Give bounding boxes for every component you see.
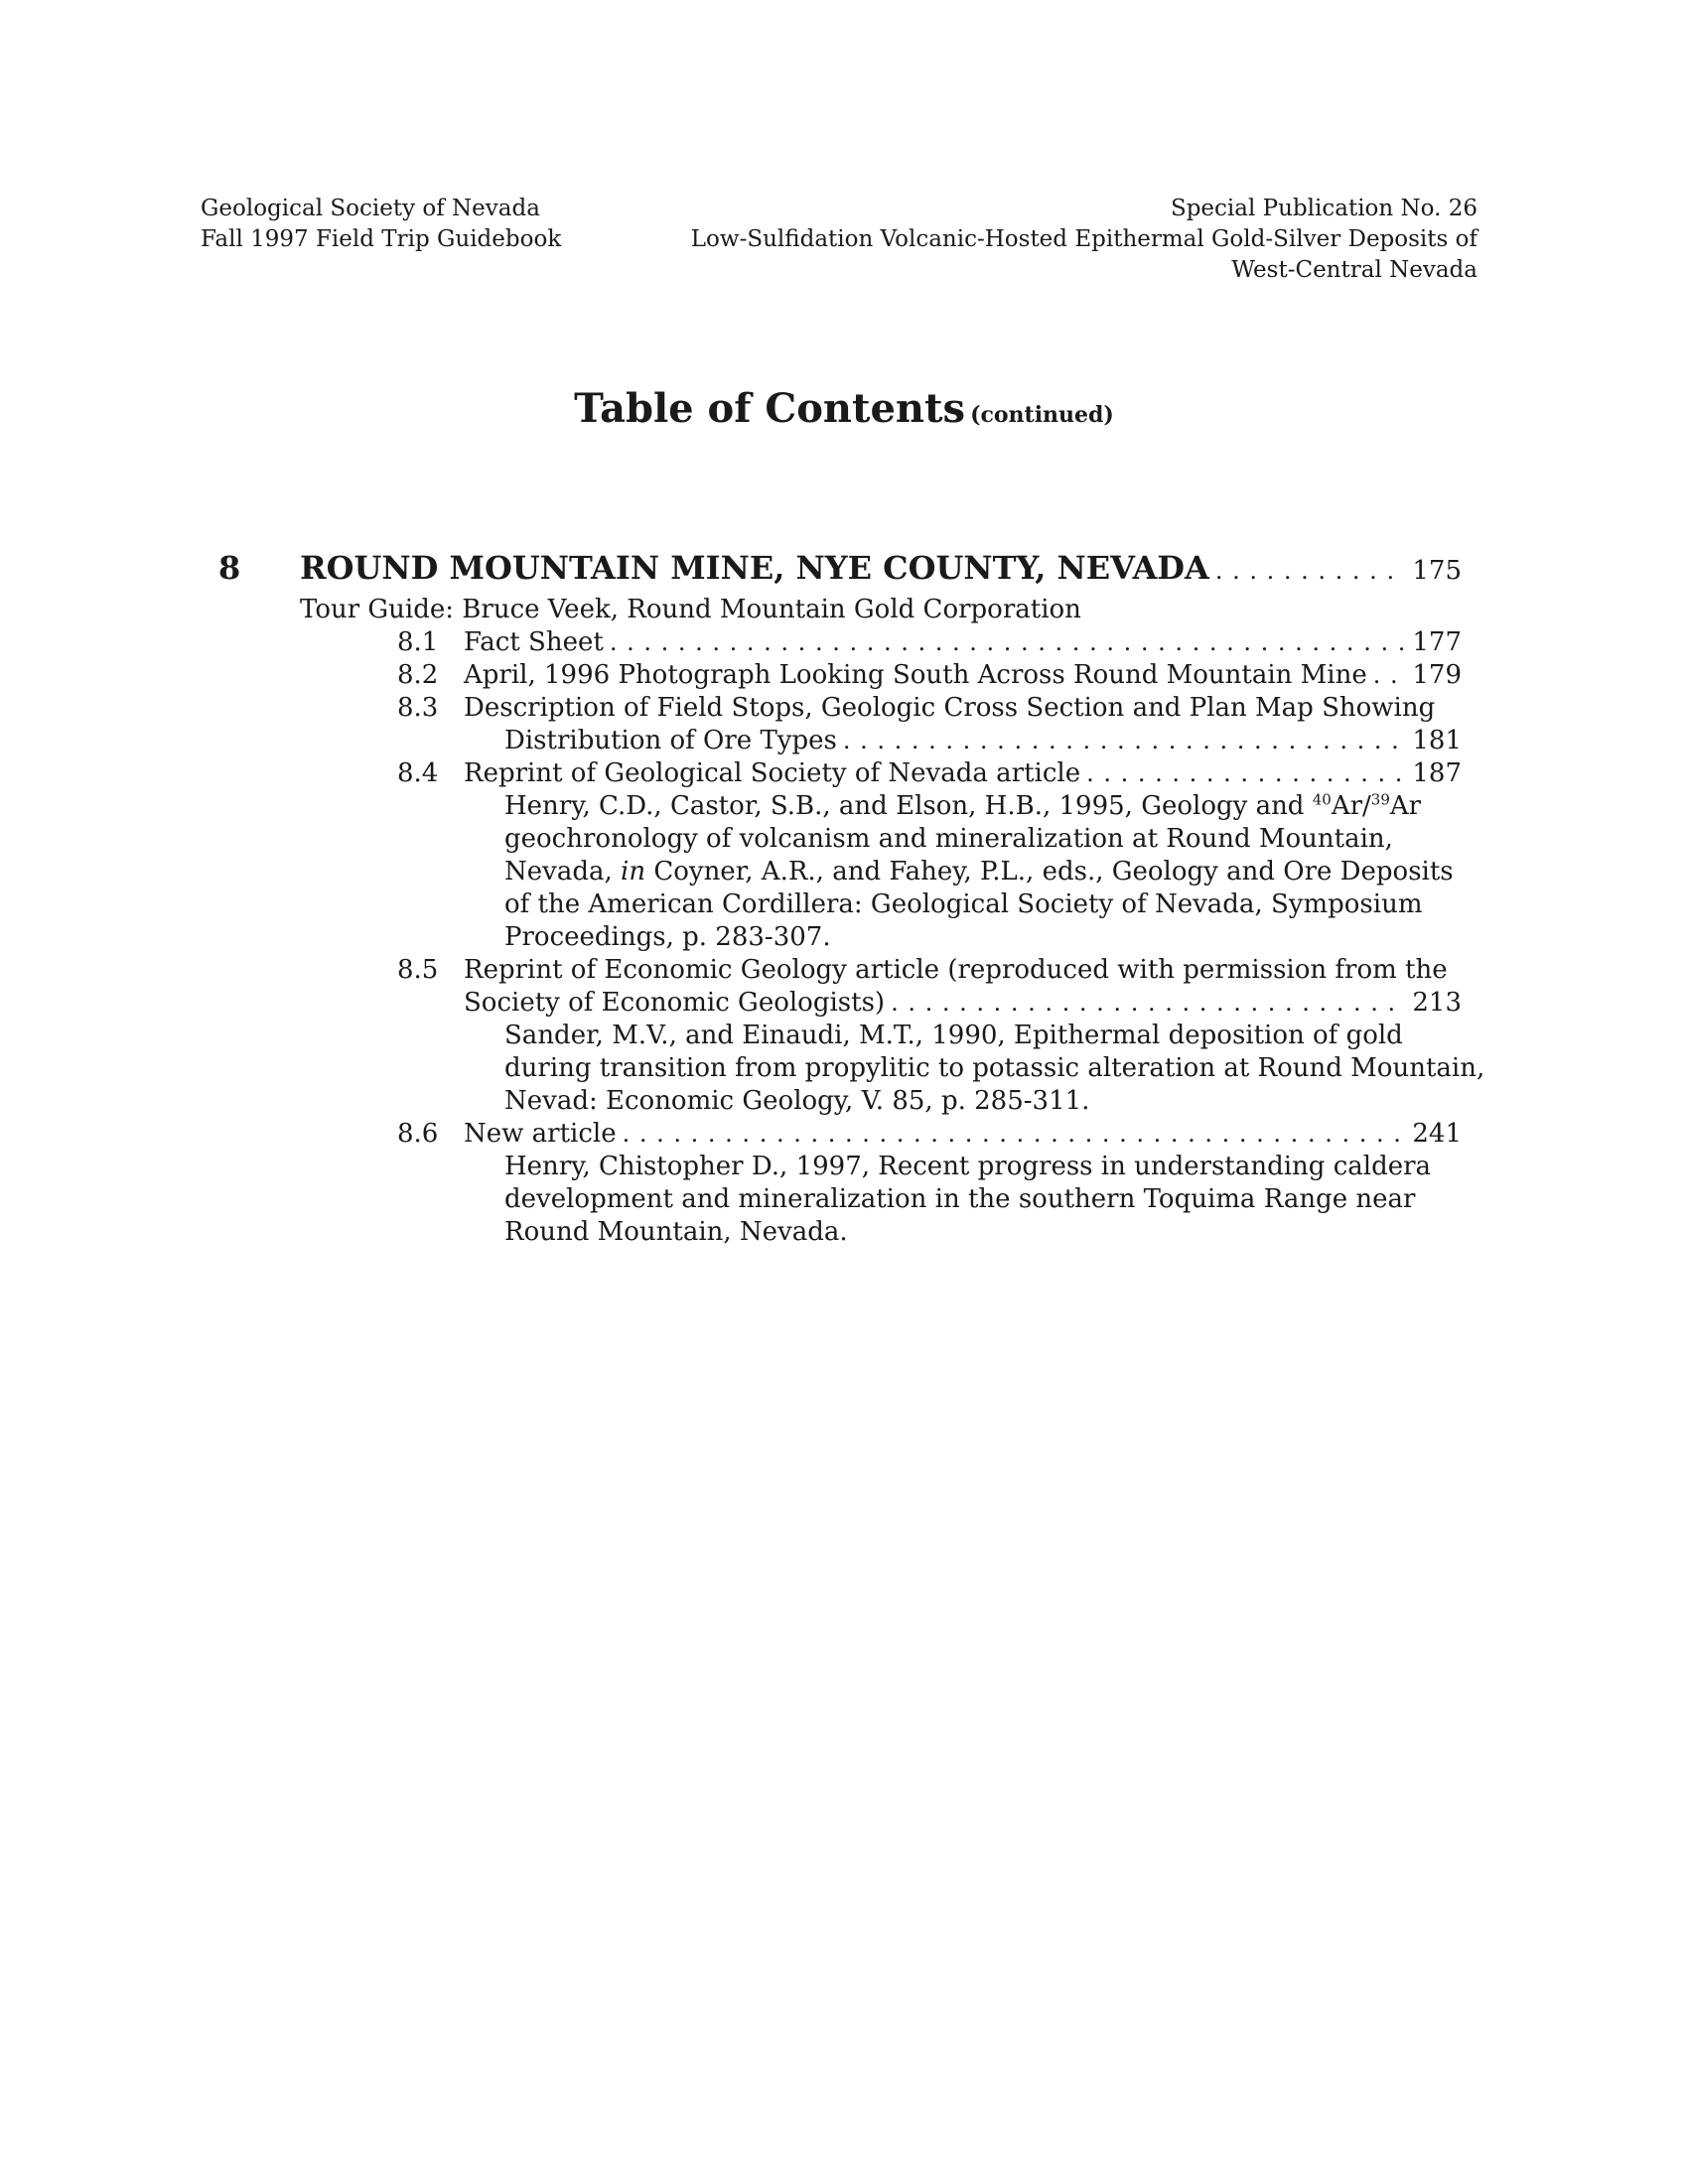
toc-entry-8-4[interactable] — [0, 757, 1688, 790]
section-title: Reprint of Economic Geology article (reproduced with permission from the — [464, 955, 1448, 985]
section-page: 181 — [1412, 726, 1462, 755]
section-page: 213 — [1412, 988, 1462, 1018]
section-entry — [464, 626, 1462, 659]
reference-text: during transition from propylitic to potassic alteration at Round Mountain, — [504, 1053, 1485, 1083]
section-number: 8.4 — [397, 758, 439, 788]
dot-leader — [610, 626, 1407, 659]
ref-text: Coyner, A.R., and Fahey, P.L., eds., Geology and Ore Deposits — [645, 857, 1454, 887]
section-entry — [464, 757, 1462, 790]
reference-line — [0, 888, 1688, 921]
reference-line — [0, 823, 1688, 856]
tour-guide: Tour Guide: Bruce Veek, Round Mountain Gold Corporation — [300, 595, 1081, 624]
reference-text: of the American Cordillera: Geological Society of Nevada, Symposium — [504, 889, 1423, 919]
title-continued: (continued) — [970, 402, 1114, 428]
header-left — [201, 194, 561, 255]
reference-text: Henry, Chistopher D., 1997, Recent progress in understanding caldera — [504, 1152, 1432, 1181]
section-number: 8.5 — [397, 955, 439, 985]
reference-text — [504, 856, 1454, 888]
dot-leader — [1086, 757, 1406, 790]
ref-text: Ar/ — [1331, 791, 1371, 821]
reference-text: Sander, M.V., and Einaudi, M.T., 1990, Epithermal deposition of gold — [504, 1021, 1403, 1050]
reference-text: Round Mountain, Nevada. — [504, 1217, 848, 1247]
page-title — [0, 385, 1688, 432]
section-title: April, 1996 Photograph Looking South Across Round Mountain Mine — [464, 660, 1367, 690]
header-guidebook: Fall 1997 Field Trip Guidebook — [201, 226, 562, 252]
ref-text: Henry, C.D., Castor, S.B., and Elson, H.B., 1995, Geology and — [504, 791, 1313, 821]
section-number: 8.2 — [397, 660, 439, 690]
chapter-page: 175 — [1412, 556, 1462, 586]
isotope-superscript: 39 — [1370, 790, 1390, 809]
dot-leader — [891, 987, 1406, 1020]
section-entry — [464, 987, 1462, 1020]
section-title-cont: Distribution of Ore Types — [504, 726, 837, 755]
section-page: 179 — [1412, 660, 1462, 690]
reference-line — [0, 856, 1688, 888]
dot-leader — [1373, 659, 1407, 692]
reference-line — [0, 790, 1688, 823]
chapter-entry — [300, 549, 1462, 588]
tour-guide-row — [0, 594, 1688, 626]
reference-line — [0, 1151, 1688, 1183]
toc-entry-8-5[interactable] — [0, 954, 1688, 987]
reference-line — [0, 1216, 1688, 1249]
reference-text: development and mineralization in the southern Toquima Range near — [504, 1184, 1416, 1214]
header-society: Geological Society of Nevada — [201, 196, 540, 221]
toc-entry-8-1[interactable] — [0, 626, 1688, 659]
section-entry — [504, 725, 1462, 757]
section-title: Reprint of Geological Society of Nevada article — [464, 758, 1081, 788]
dot-leader — [1215, 555, 1407, 588]
section-title: Fact Sheet — [464, 627, 604, 657]
toc — [0, 549, 1688, 1249]
header-subtitle: Low-Sulfidation Volcanic-Hosted Epithermal Gold-Silver Deposits of — [690, 226, 1477, 252]
toc-entry-8-3-cont[interactable] — [0, 725, 1688, 757]
ref-text: Ar — [1389, 791, 1422, 821]
reference-text — [504, 790, 1421, 823]
title-main: Table of Contents — [574, 385, 965, 432]
section-page: 187 — [1412, 758, 1462, 788]
section-number: 8.3 — [397, 693, 439, 723]
chapter-row[interactable] — [0, 549, 1688, 594]
header-region: West-Central Nevada — [1231, 257, 1477, 283]
toc-entry-8-6[interactable] — [0, 1118, 1688, 1151]
section-page: 241 — [1412, 1119, 1462, 1149]
section-title: Description of Field Stops, Geologic Cross Section and Plan Map Showing — [464, 693, 1436, 723]
reference-line — [0, 921, 1688, 954]
reference-line — [0, 1183, 1688, 1216]
dot-leader — [623, 1118, 1407, 1151]
section-page: 177 — [1412, 627, 1462, 657]
reference-line — [0, 1052, 1688, 1085]
section-entry — [464, 1118, 1462, 1151]
toc-entry-8-2[interactable] — [0, 659, 1688, 692]
reference-text: geochronology of volcanism and mineralization at Round Mountain, — [504, 824, 1393, 854]
section-title: New article — [464, 1119, 617, 1149]
chapter-title: ROUND MOUNTAIN MINE, NYE COUNTY, NEVADA — [300, 549, 1209, 587]
reference-line — [0, 1085, 1688, 1118]
header-publication: Special Publication No. 26 — [1170, 196, 1477, 221]
reference-text: Nevad: Economic Geology, V. 85, p. 285-311. — [504, 1086, 1090, 1116]
ref-italic: in — [621, 857, 646, 887]
reference-line — [0, 1020, 1688, 1052]
chapter-number: 8 — [218, 549, 241, 587]
section-number: 8.1 — [397, 627, 439, 657]
toc-entry-8-3[interactable] — [0, 692, 1688, 725]
dot-leader — [843, 725, 1407, 757]
reference-text: Proceedings, p. 283-307. — [504, 922, 831, 952]
ref-text: Nevada, — [504, 857, 621, 887]
toc-entry-8-5-cont[interactable] — [0, 987, 1688, 1020]
section-number: 8.6 — [397, 1119, 439, 1149]
isotope-superscript: 40 — [1312, 790, 1332, 809]
section-title-cont: Society of Economic Geologists) — [464, 988, 886, 1018]
header-right — [604, 194, 1477, 286]
section-entry — [464, 659, 1462, 692]
